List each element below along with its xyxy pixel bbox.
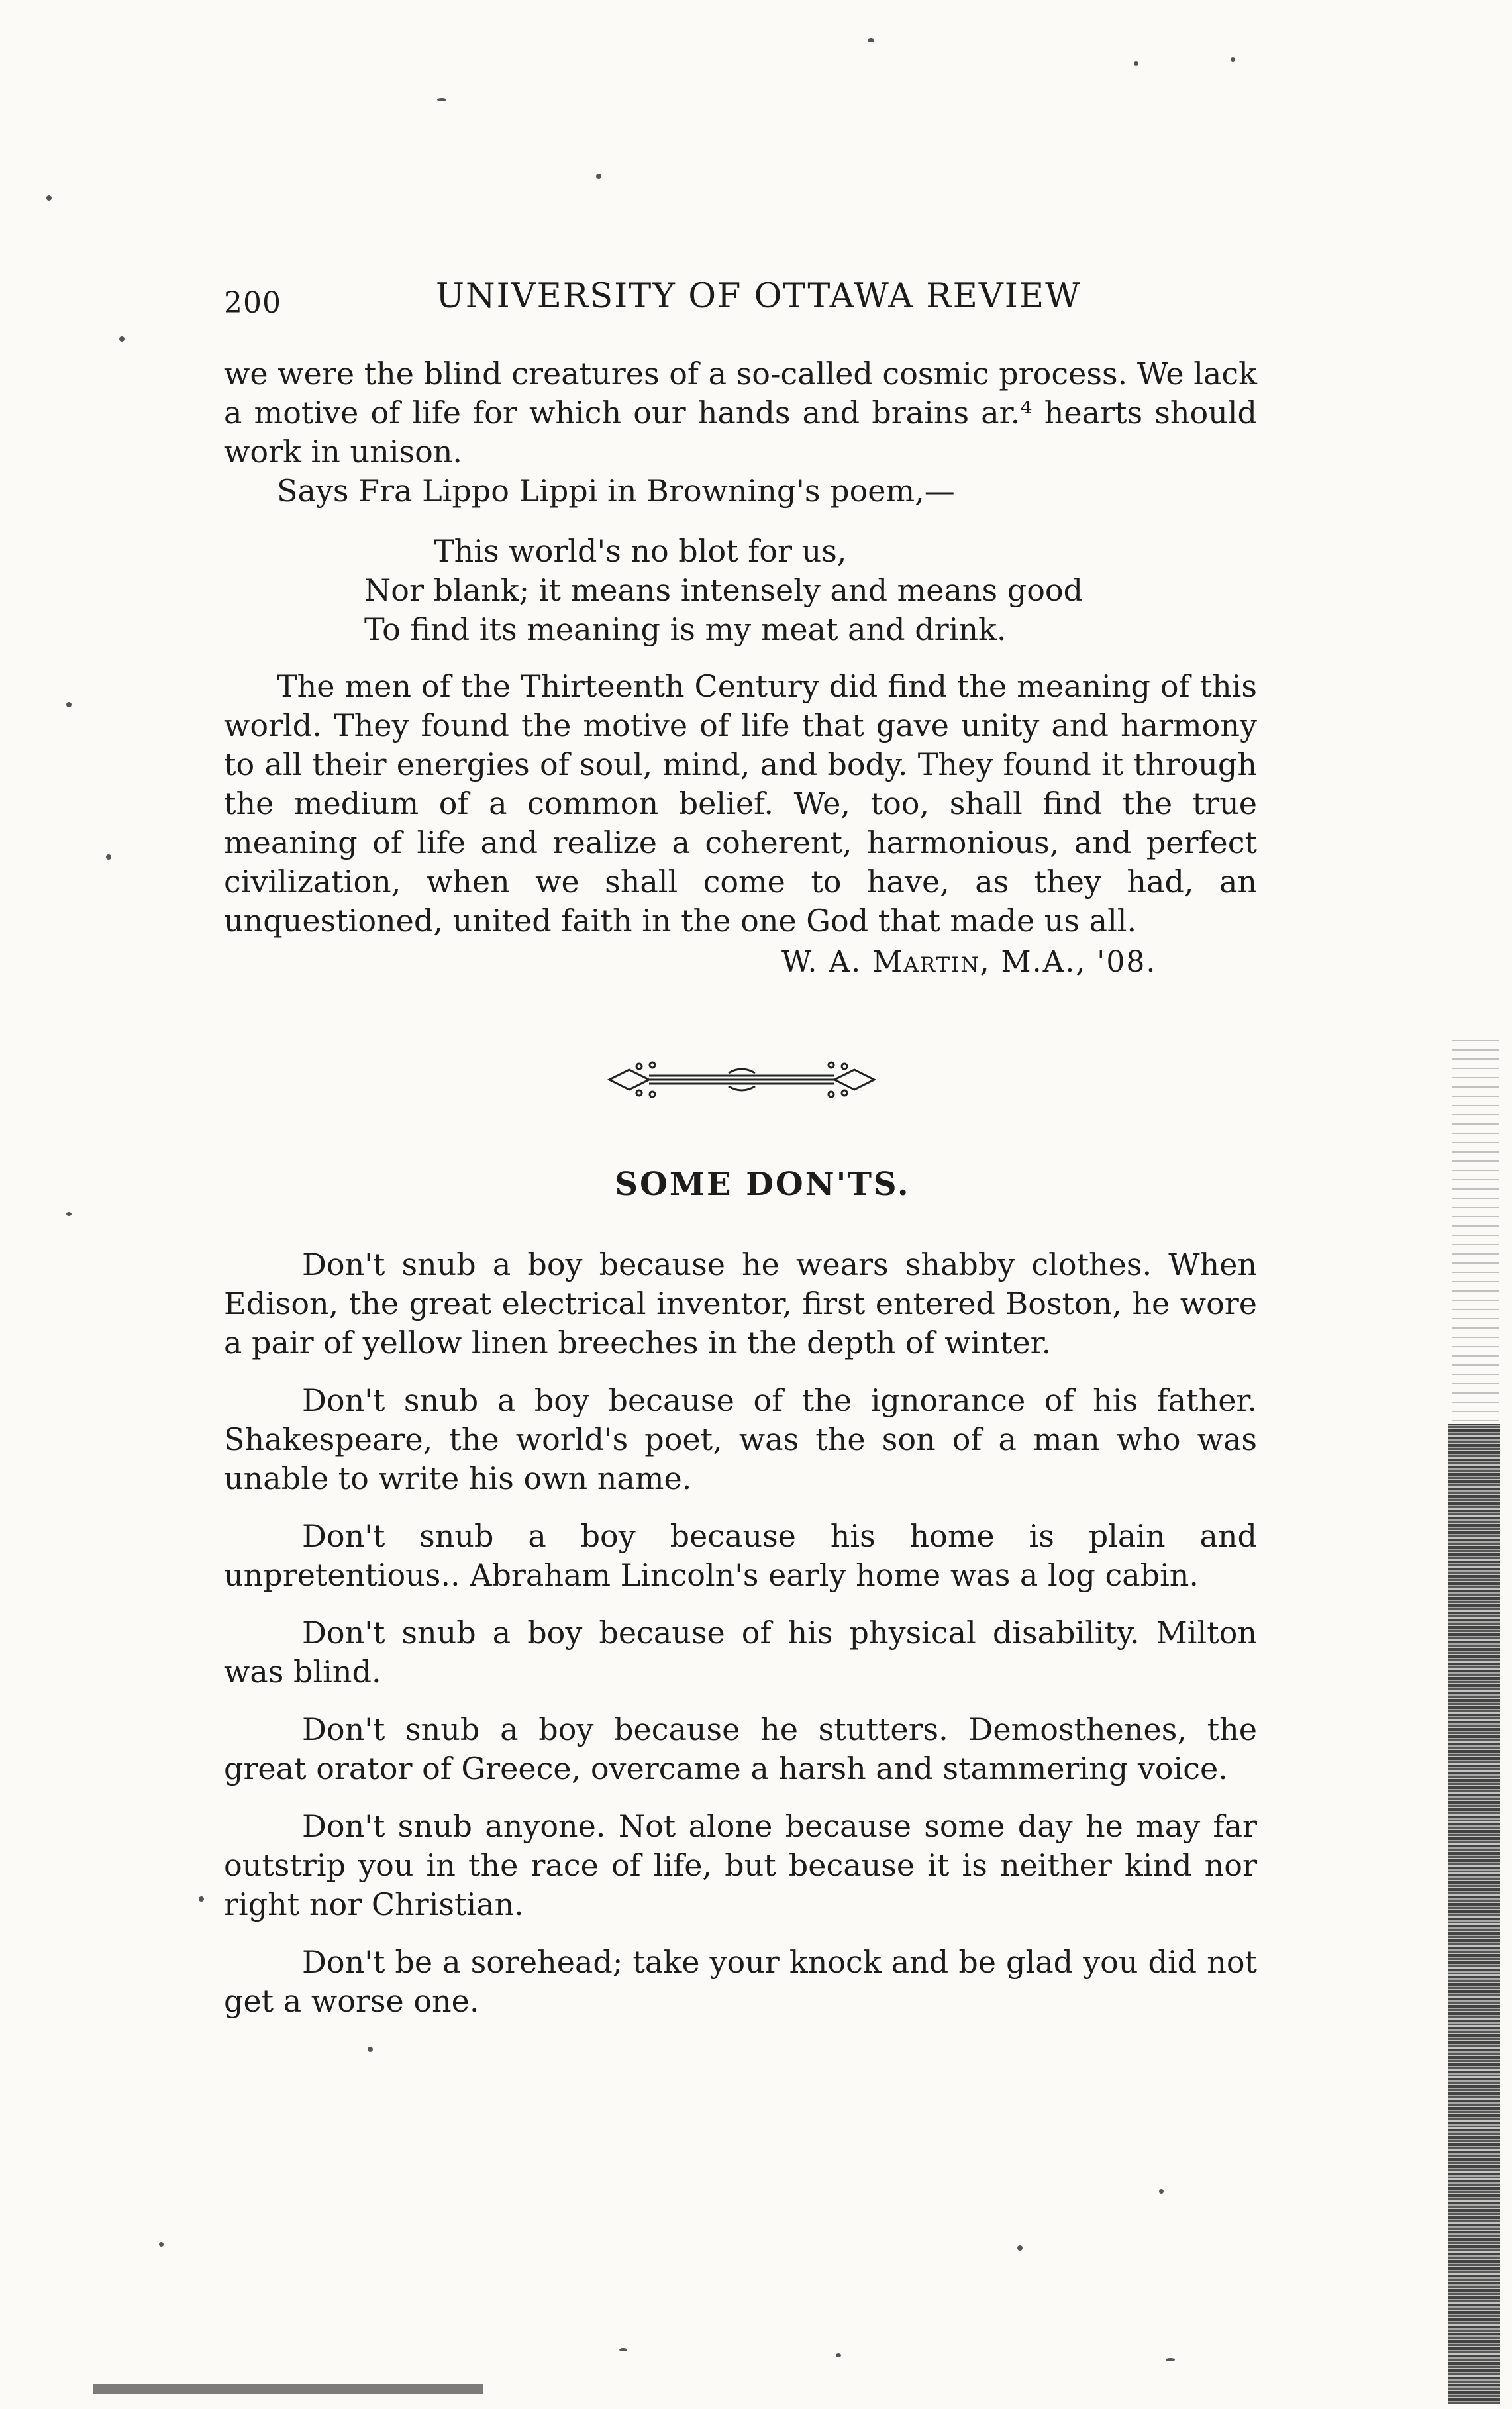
paragraph-1: we were the blind creatures of a so-called cosmic process. We lack a motive of life for which our hands and brains ar.⁴ hearts should work in unison. — [224, 356, 1257, 470]
section-heading — [0, 1166, 1512, 1203]
dont-paragraph-2: Don't snub a boy because of the ignorance of his father. Shakespeare, the world's poet, was the son of a man who was unable to write his own name. — [224, 1382, 1257, 1496]
scan-speck — [1159, 2189, 1164, 2194]
page-number: 200 — [224, 286, 281, 320]
binding-edge — [1448, 1424, 1500, 2404]
dont-paragraph-5: Don't snub a boy because he stutters. Demosthenes, the great orator of Greece, overcame a harsh and stammering voice. — [224, 1712, 1257, 1786]
scan-speck — [368, 2047, 373, 2052]
section-heading-text: SOME DON'TS. — [615, 1166, 911, 1203]
scan-speck — [106, 854, 111, 860]
scan-speck — [1231, 57, 1235, 62]
dont-paragraph-3: Don't snub a boy because his home is plain and unpretentious.. Abraham Lincoln's early home was a log cabin. — [224, 1518, 1257, 1593]
running-title: UNIVERSITY OF OTTAWA REVIEW — [436, 277, 1082, 316]
scan-speck — [836, 2353, 841, 2357]
author-signature — [781, 945, 1156, 979]
scan-speck — [596, 174, 601, 179]
signature-initials: W. A. — [781, 945, 873, 979]
donts-list — [224, 1245, 1257, 2039]
scan-speck — [868, 38, 874, 42]
scan-speck — [437, 98, 446, 101]
binding-edge-faint — [1452, 1033, 1499, 1431]
scan-edge-bar — [93, 2384, 483, 2394]
scan-speck — [199, 1896, 204, 1902]
paragraph-3: The men of the Thirteenth Century did find the meaning of this world. They found the motive of life that gave unity and harmony to all their energies of soul, mind, and body. They found it through the medium of a common belief. We, too, shall find the true meaning of life and realize a coherent, harmonious, and perfect civilization, when we shall come to have, as they had, an unquestioned, united faith in the one God that made us all. — [224, 668, 1257, 939]
scan-speck — [619, 2348, 627, 2351]
article-conclusion — [224, 667, 1257, 941]
page-header — [224, 277, 1270, 330]
scan-speck — [1166, 2358, 1175, 2361]
scan-speck — [66, 1212, 72, 1216]
signature-name: Martin — [872, 945, 980, 979]
scan-speck — [119, 336, 125, 342]
poem-quote — [364, 532, 1083, 649]
poem-line-1: This world's no blot for us, — [434, 533, 847, 569]
scan-speck — [159, 2242, 164, 2247]
paragraph-2: Says Fra Lippo Lippi in Browning's poem,— — [277, 473, 955, 509]
ornament-divider-icon — [603, 1053, 881, 1106]
poem-line-2: Nor blank; it means intensely and means good — [364, 572, 1084, 608]
dont-paragraph-4: Don't snub a boy because of his physical disability. Milton was blind. — [224, 1615, 1257, 1690]
article-continuation — [224, 354, 1257, 511]
scan-speck — [1134, 61, 1138, 66]
scan-speck — [1017, 2245, 1023, 2251]
poem-line-3: To find its meaning is my meat and drink. — [364, 611, 1007, 647]
dont-paragraph-1: Don't snub a boy because he wears shabby clothes. When Edison, the great electrical inventor, first entered Boston, he wore a pair of yellow linen breeches in the depth of winter. — [224, 1247, 1257, 1360]
scan-speck — [46, 195, 52, 201]
scan-speck — [66, 702, 72, 707]
dont-paragraph-6: Don't snub anyone. Not alone because some day he may far outstrip you in the race of life, but because it is neither kind nor right nor Christian. — [224, 1808, 1257, 1922]
dont-paragraph-7: Don't be a sorehead; take your knock and be glad you did not get a worse one. — [224, 1944, 1257, 2019]
signature-suffix: , M.A., '08. — [980, 945, 1157, 979]
